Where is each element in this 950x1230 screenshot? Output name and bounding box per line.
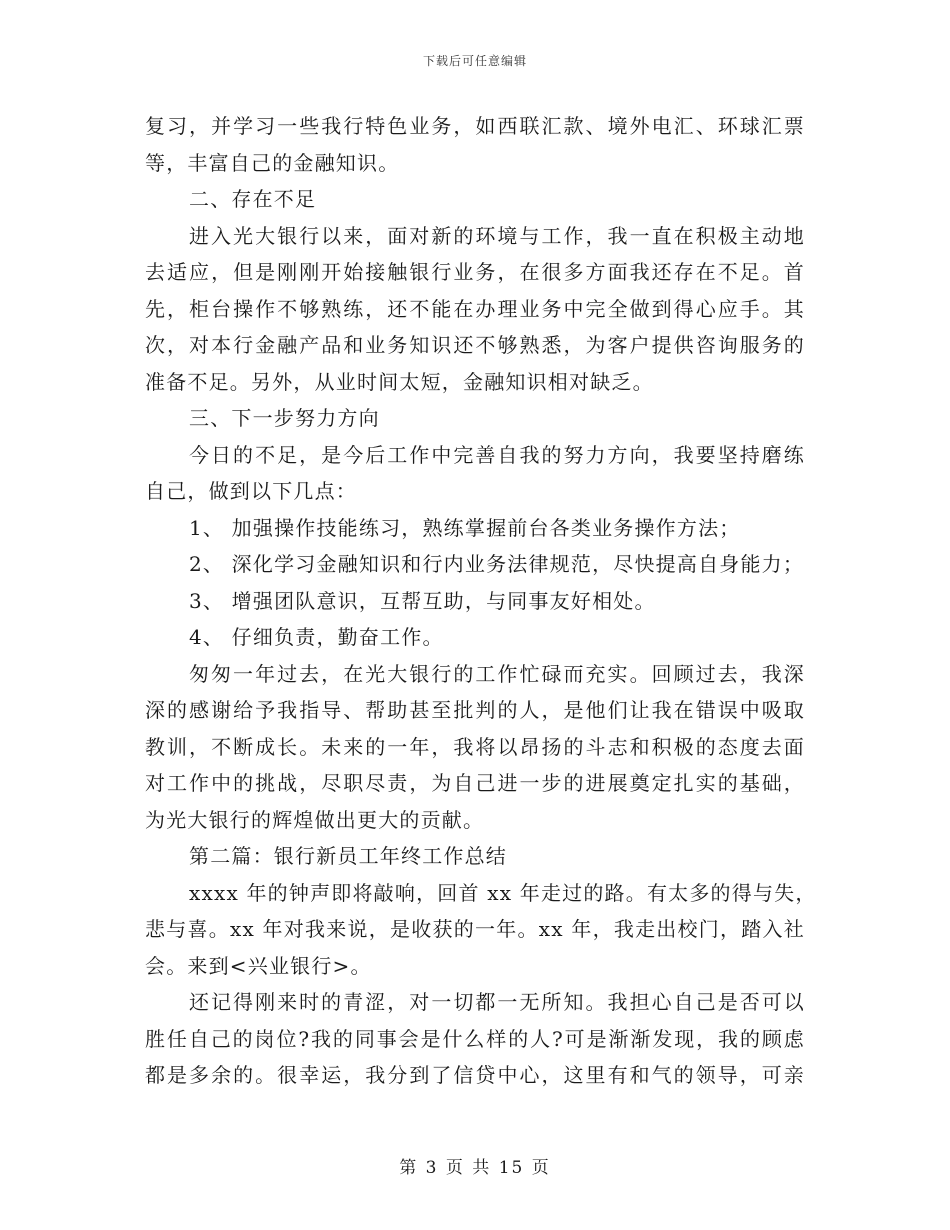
paragraph-line: 教训，不断成长。未来的一年，我将以昂扬的斗志和积极的态度去面	[145, 734, 805, 759]
section-heading: 三、下一步努力方向	[189, 406, 380, 430]
paragraph-line: 次，对本行金融产品和业务知识还不够熟悉，为客户提供咨询服务的	[145, 333, 805, 357]
paragraph-line: 匆匆一年过去，在光大银行的工作忙碌而充实。回顾过去，我深	[189, 661, 805, 686]
list-item: 1、 加强操作技能练习，熟练掌握前台各类业务操作方法；	[189, 515, 741, 540]
paragraph-line: 胜任自己的岗位?我的同事会是什么样的人?可是渐渐发现，我的顾虑	[145, 1026, 805, 1051]
page-number-footer: 第 3 页 共 15 页	[399, 1158, 551, 1178]
list-item: 4、 仔细负责，勤奋工作。	[189, 625, 444, 649]
paragraph-line: 复习，并学习一些我行特色业务，如西联汇款、境外电汇、环球汇票	[145, 114, 805, 138]
paragraph-line: 都是多余的。很幸运，我分到了信贷中心，这里有和气的领导，可亲	[145, 1063, 805, 1087]
list-item: 2、 深化学习金融知识和行内业务法律规范，尽快提高自身能力；	[189, 552, 805, 576]
paragraph-line: 悲与喜。xx 年对我来说，是收获的一年。xx 年，我走出校门，踏入社	[145, 917, 805, 941]
document-body	[145, 108, 817, 1094]
page-header: 下载后可任意编辑	[422, 54, 527, 68]
paragraph-line: 会。来到<兴业银行>。	[145, 953, 372, 978]
paragraph-line: 对工作中的挑战，尽职尽责，为自己进一步的进展奠定扎实的基础，	[145, 771, 805, 795]
paragraph-line: 为光大银行的辉煌做出更大的贡献。	[145, 807, 485, 832]
paragraph-line: 还记得刚来时的青涩，对一切都一无所知。我担心自己是否可以	[189, 990, 805, 1014]
paragraph-line: 去适应，但是刚刚开始接触银行业务，在很多方面我还存在不足。首	[145, 260, 805, 284]
paragraph-line: 深的感谢给予我指导、帮助甚至批判的人，是他们让我在错误中吸取	[145, 698, 805, 722]
paragraph-line: 今日的不足，是今后工作中完善自我的努力方向，我要坚持磨练	[189, 442, 805, 467]
paragraph-line: 准备不足。另外，从业时间太短，金融知识相对缺乏。	[145, 369, 654, 394]
list-item: 3、 增强团队意识，互帮互助，与同事友好相处。	[189, 588, 656, 613]
section-heading: 第二篇：银行新员工年终工作总结	[189, 844, 507, 868]
paragraph-line: xxxx 年的钟声即将敲响，回首 xx 年走过的路。有太多的得与失，	[189, 880, 817, 905]
paragraph-line: 等，丰富自己的金融知识。	[145, 150, 400, 175]
paragraph-line: 进入光大银行以来，面对新的环境与工作，我一直在积极主动地	[189, 223, 805, 248]
paragraph-line: 自己，做到以下几点：	[145, 479, 357, 503]
section-heading: 二、存在不足	[189, 187, 317, 211]
paragraph-line: 先，柜台操作不够熟练，还不能在办理业务中完全做到得心应手。其	[145, 296, 805, 321]
